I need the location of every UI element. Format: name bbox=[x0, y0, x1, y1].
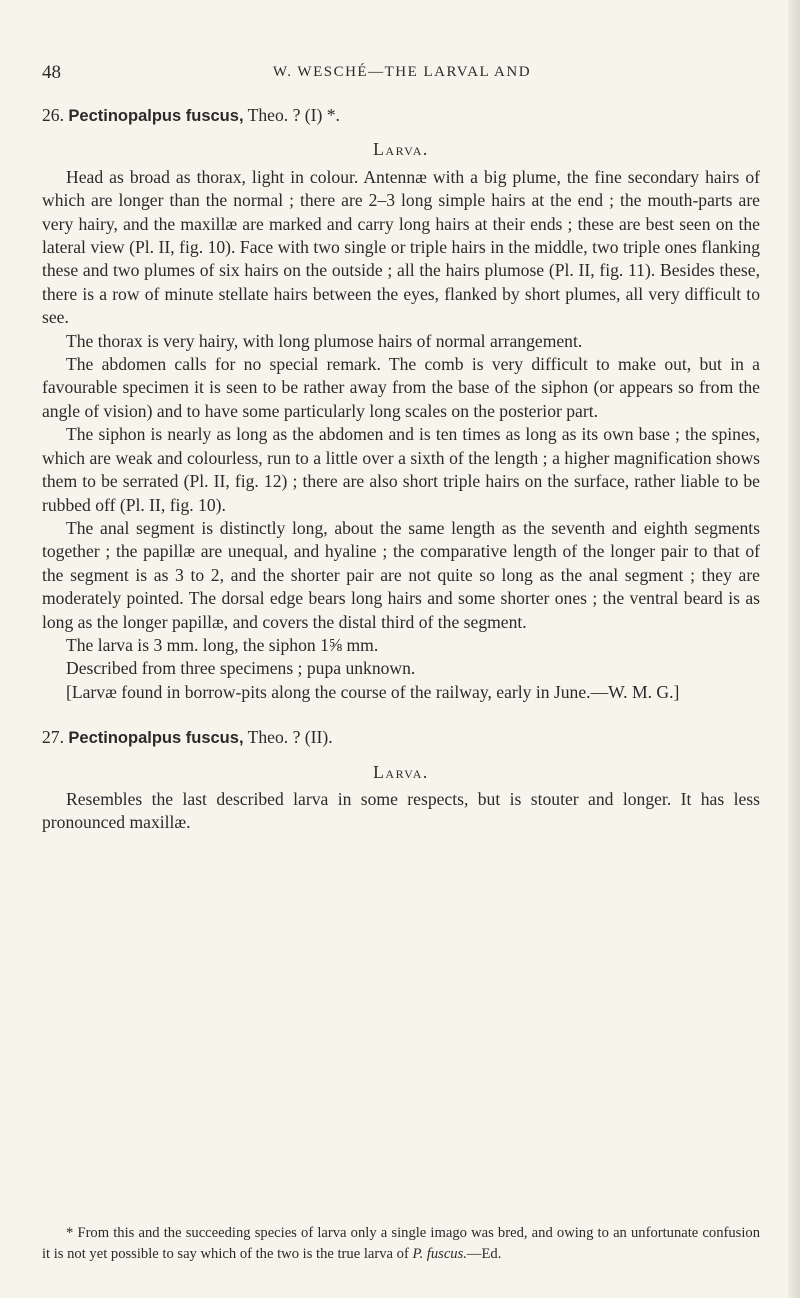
species-author: Theo. ? (II). bbox=[247, 727, 333, 748]
page-header bbox=[42, 62, 762, 86]
paragraph-thorax: The thorax is very hairy, with long plumose hairs of normal arrangement. bbox=[66, 330, 583, 351]
paragraph-abdomen: The abdomen calls for no special remark. The comb is very difficult to make out, but in a favourable specimen it is seen to be rather away from the base of the siphon (or appears so from the angle of vision) and to have some particularly long scales on the posterior part. bbox=[42, 354, 760, 421]
species-27-heading bbox=[42, 726, 760, 750]
species-name: Pectinopalpus fuscus, bbox=[68, 729, 244, 748]
paragraph-resembles: Resembles the last described larva in some respects, but is stouter and longer. It has less pronounced maxillæ. bbox=[42, 788, 760, 833]
page-number: 48 bbox=[42, 62, 61, 83]
paragraph-specimens: Described from three specimens ; pupa unknown. bbox=[66, 658, 416, 679]
footnote bbox=[42, 1223, 760, 1264]
species-author: Theo. ? (I) *. bbox=[247, 105, 340, 125]
section-heading-larva: Larva. bbox=[373, 761, 429, 782]
section-heading-larva: Larva. bbox=[373, 139, 429, 160]
footnote-species-italic: P. fuscus. bbox=[412, 1245, 467, 1262]
paragraph-collection-note: [Larvæ found in borrow-pits along the course of the railway, early in June.—W. M. G.] bbox=[66, 681, 680, 702]
paragraph-head: Head as broad as thorax, light in colour. Antennæ with a big plume, the fine secondary hairs of which are longer than the normal ; there are 2–3 long simple hairs at the end ; the mouth-parts are very hairy, and the maxillæ are marked and carry long hairs at their ends ; these are best seen on the lateral view (Pl. II, fig. 10). Face with two single or triple hairs in the middle, two triple ones flanking these and two plumes of six hairs on the outside ; all the hairs plumose (Pl. II, fig. 11). Besides these, there is a row of minute stellate hairs between the eyes, flanked by short plumes, all very difficult to see. bbox=[42, 166, 760, 328]
footnote-text: * From this and the succeeding species of larva only a single imago was bred, and owing to an unfortunate confusion it is not yet possible to say which of the two is the true larva of bbox=[42, 1225, 760, 1262]
species-name: Pectinopalpus fuscus, bbox=[68, 107, 244, 125]
species-number: 27. bbox=[42, 727, 64, 748]
footnote-editor: —Ed. bbox=[466, 1245, 502, 1262]
main-text bbox=[42, 104, 760, 835]
paragraph-size: The larva is 3 mm. long, the siphon 1⅝ mm. bbox=[66, 634, 379, 655]
running-head: W. WESCHÉ—THE LARVAL AND bbox=[272, 64, 532, 80]
species-number: 26. bbox=[42, 105, 64, 125]
species-26-heading bbox=[42, 104, 760, 128]
paragraph-siphon: The siphon is nearly as long as the abdomen and is ten times as long as its own base ; the spines, which are weak and colourless, run to a little over a sixth of the length ; a higher magnification shows them to be serrated (Pl. II, fig. 12) ; there are also short triple hairs on the surface, rather liable to be rubbed off (Pl. II, fig. 10). bbox=[42, 424, 760, 515]
page-edge-shadow bbox=[788, 0, 800, 1298]
paragraph-anal-segment: The anal segment is distinctly long, about the same length as the seventh and eighth segments together ; the papillæ are unequal, and hyaline ; the comparative length of the longer pair to that of the segment is as 3 to 2, and the shorter pair are not quite so long as the anal segment ; they are moderately pointed. The dorsal edge bears long hairs and some shorter ones ; the ventral beard is as long as the longer papillæ, and covers the distal third of the segment. bbox=[42, 517, 760, 632]
